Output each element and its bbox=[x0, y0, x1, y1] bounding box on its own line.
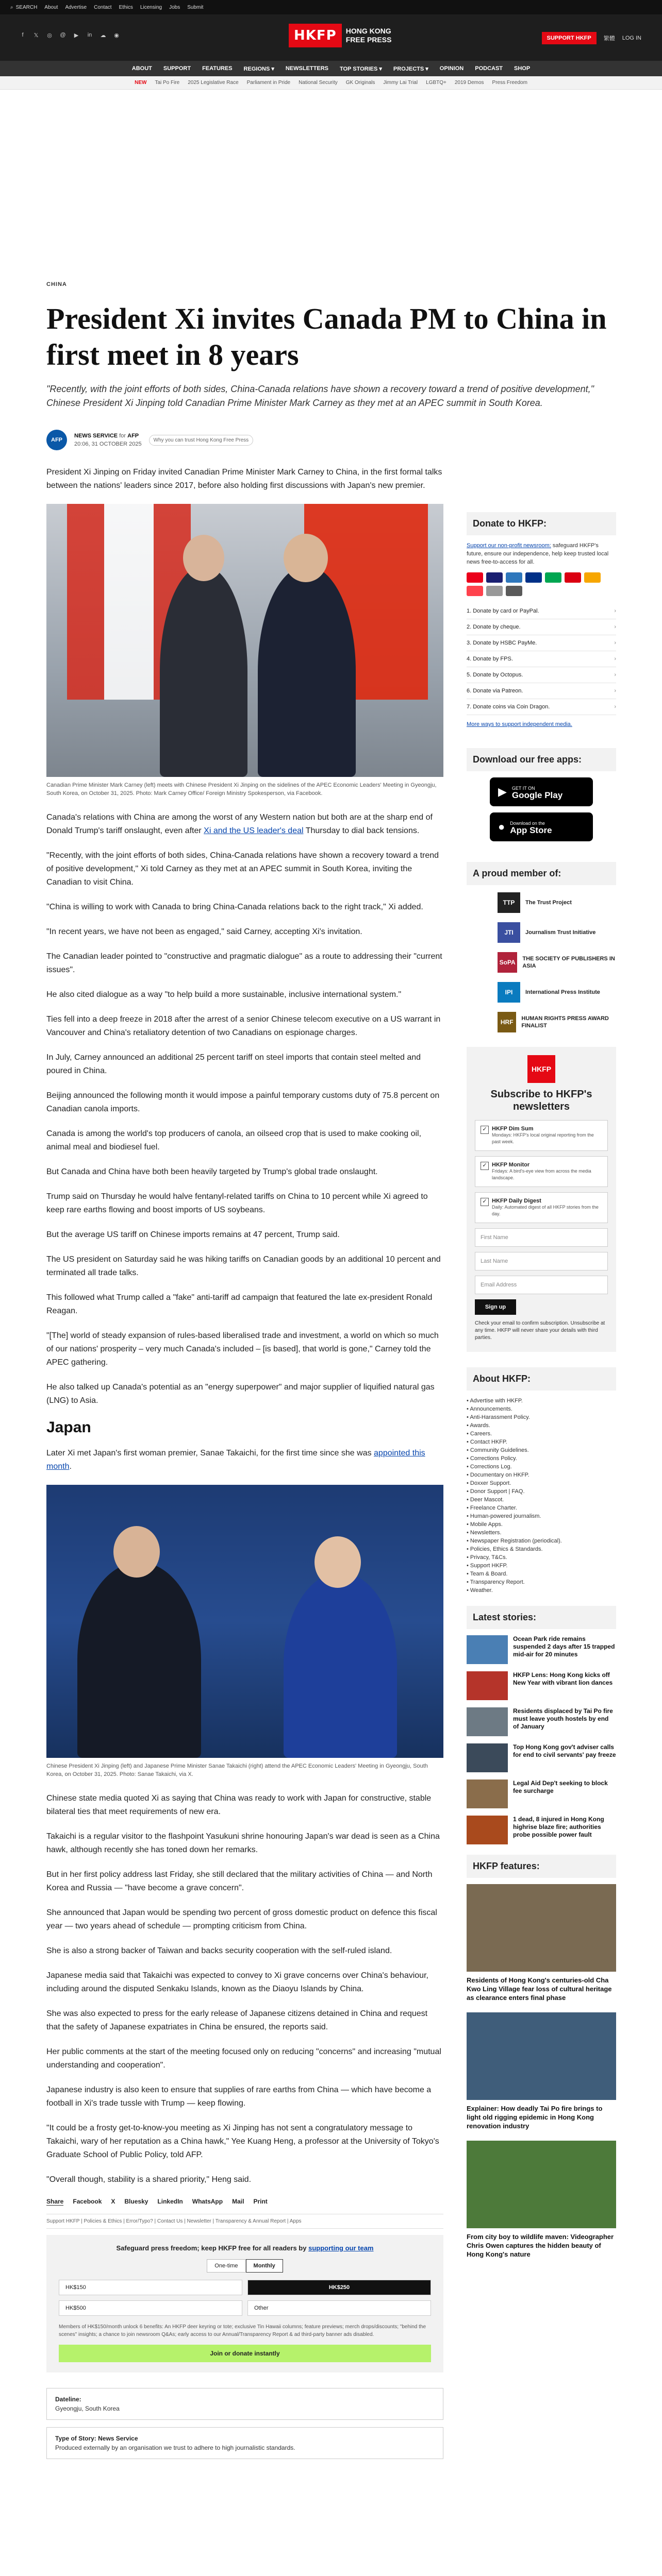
threads-icon[interactable]: @ bbox=[60, 32, 66, 38]
story-title: 1 dead, 8 injured in Hong Kong highrise blaze fire; authorities probe possible power fault bbox=[513, 1816, 604, 1838]
carney-head bbox=[183, 535, 224, 581]
join-donate-button[interactable]: Join or donate instantly bbox=[59, 2345, 431, 2362]
topic-link[interactable]: Jimmy Lai Trial bbox=[383, 80, 418, 86]
chevron-right-icon: › bbox=[614, 656, 616, 662]
topic-link[interactable]: Parliament in Pride bbox=[246, 80, 291, 86]
xi-head bbox=[113, 1526, 160, 1578]
more-ways-link[interactable]: More ways to support independent media. bbox=[467, 721, 572, 727]
nav-features[interactable]: FEATURES bbox=[202, 65, 233, 72]
donate-option[interactable]: 3. Donate by HSBC PayMe. › bbox=[467, 635, 616, 651]
about-link[interactable]: • Policies, Ethics & Standards. bbox=[467, 1545, 616, 1553]
paragraph: But the average US tariff on Chinese imports remains at 47 percent, Trump said. bbox=[46, 1230, 340, 1239]
language-switch[interactable]: 繁體 bbox=[603, 36, 615, 42]
chevron-right-icon: › bbox=[614, 704, 616, 710]
patreon-icon bbox=[467, 586, 483, 596]
sidebar-donate-text: Support our non-profit newsroom: safeguard HKFP's future, ensure our independence, help keep trusted local news free-to-access for all. bbox=[467, 543, 609, 565]
takaichi-figure bbox=[284, 1572, 397, 1758]
topic-link[interactable]: 2025 Legislative Race bbox=[188, 80, 239, 86]
donate-option[interactable]: 5. Donate by Octopus. › bbox=[467, 667, 616, 683]
story-thumbnail bbox=[467, 1635, 508, 1664]
x-icon[interactable]: 𝕏 bbox=[34, 32, 39, 39]
paragraph: Her public comments at the start of the meeting focused only on reducing "concerns" and increasing "mutual understanding and cooperation". bbox=[46, 2047, 441, 2070]
paragraph: The Canadian leader pointed to "constructive and pragmatic dialogue" as a route to addressing their "current issues". bbox=[46, 952, 442, 974]
feature-story[interactable] bbox=[467, 2012, 616, 2130]
photo-xi-takaichi bbox=[46, 1485, 443, 1758]
article-category[interactable]: CHINA bbox=[46, 281, 67, 287]
about-link[interactable]: • Awards. bbox=[467, 1421, 616, 1430]
sign-up-button[interactable]: Sign up bbox=[475, 1299, 516, 1315]
latest-story[interactable] bbox=[467, 1707, 616, 1736]
about-link[interactable]: • Privacy, T&Cs. bbox=[467, 1553, 616, 1562]
about-link[interactable]: • Mobile Apps. bbox=[467, 1520, 616, 1529]
donate-option[interactable]: 1. Donate by card or PayPal. › bbox=[467, 603, 616, 619]
latest-story[interactable] bbox=[467, 1816, 616, 1844]
utility-bar bbox=[0, 0, 662, 14]
paragraph: Beijing announced the following month it would impose a painful temporary customs duty of 75.8 percent on Canadian canola imports. bbox=[46, 1091, 440, 1113]
mastercard-icon bbox=[467, 572, 483, 583]
paragraph: She announced that Japan would be spending two percent of gross domestic product on defence this fiscal year — two years ahead of schedule — prompting criticism from China. bbox=[46, 1908, 437, 1930]
author-avatar: AFP bbox=[46, 430, 67, 450]
byline-meta: NEWS SERVICE for AFP 20:06, 31 OCTOBER 2025 bbox=[74, 433, 142, 447]
about-link[interactable]: • Newspaper Registration (periodical). bbox=[467, 1537, 616, 1545]
share-x[interactable]: X bbox=[111, 2198, 115, 2205]
newsletter-title: Subscribe to HKFP's newsletters bbox=[490, 1089, 592, 1112]
about-link[interactable]: • Anti-Harassment Policy. bbox=[467, 1413, 616, 1421]
section-heading: Japan bbox=[46, 1419, 91, 1436]
bluesky-icon[interactable]: ☁ bbox=[100, 32, 106, 39]
story-type-box: Type of Story: News Service Produced externally by an organisation we trust to adhere to high journalistic standards. bbox=[46, 2427, 443, 2459]
inline-link-appointed[interactable]: appointed this month bbox=[46, 1449, 425, 1471]
story-thumbnail bbox=[467, 1743, 508, 1772]
member-mark: IPI bbox=[498, 982, 520, 1003]
byline bbox=[46, 430, 253, 450]
agency-name: AFP bbox=[127, 433, 139, 439]
xi-head bbox=[284, 534, 328, 582]
first-name-field[interactable]: First Name bbox=[475, 1228, 608, 1247]
dateline-box: Dateline: Gyeongju, South Korea bbox=[46, 2388, 443, 2420]
google-play-icon: ▶ bbox=[498, 785, 507, 798]
about-link[interactable]: • Support HKFP. bbox=[467, 1562, 616, 1570]
about-link[interactable]: • Community Guidelines. bbox=[467, 1446, 616, 1454]
latest-heading: Latest stories: bbox=[467, 1606, 616, 1629]
tab-monthly[interactable]: Monthly bbox=[246, 2259, 283, 2273]
apple-icon: ● bbox=[498, 820, 505, 833]
about-link[interactable]: • Newsletters. bbox=[467, 1529, 616, 1537]
story-thumbnail bbox=[467, 1816, 508, 1844]
carney-figure bbox=[160, 566, 247, 777]
topic-link[interactable]: Press Freedom bbox=[492, 80, 527, 86]
utility-link-jobs[interactable]: Jobs bbox=[169, 4, 180, 10]
latest-story[interactable] bbox=[467, 1635, 616, 1664]
utility-link-ethics[interactable]: Ethics bbox=[119, 4, 133, 10]
paragraph: Canada is among the world's top producers of canola, an oilseed crop that is used to make cooking oil, animal meal and biodiesel fuel. bbox=[46, 1129, 422, 1151]
newsletter-fineprint: Check your email to confirm subscription. Unsubscribe at any time. HKFP will never share your details with third parties. bbox=[475, 1320, 605, 1341]
photo-caption: Canadian Prime Minister Mark Carney (left) meets with Chinese President Xi Jinping on the sidelines of the APEC Economic Leaders' Meeting in Gyeongju, South Korea, on October 31, 2025. Photo: Mark Carney Office/ Foreign Ministry Spokesperson, via Facebook. bbox=[46, 782, 437, 796]
member-logo[interactable] bbox=[498, 891, 616, 914]
feature-title: From city boy to wildlife maven: Videographer Chris Owen captures the hidden beauty of Hong Kong's nature bbox=[467, 2233, 614, 2258]
feature-thumbnail bbox=[467, 2012, 616, 2100]
about-link[interactable]: • Documentary on HKFP. bbox=[467, 1471, 616, 1479]
paragraph: "Overall though, stability is a shared priority," Heng said. bbox=[46, 2175, 252, 2184]
donate-amounts bbox=[59, 2280, 431, 2316]
octopus-icon bbox=[584, 572, 601, 583]
social-links bbox=[19, 31, 121, 39]
logo-mark: HKFP bbox=[289, 24, 342, 47]
about-link[interactable]: • Corrections Policy. bbox=[467, 1454, 616, 1463]
story-title: Residents displaced by Tai Po fire must leave youth hostels by end of January bbox=[513, 1707, 613, 1730]
utility-links bbox=[44, 5, 203, 10]
feature-thumbnail bbox=[467, 2141, 616, 2228]
topic-link[interactable]: National Security bbox=[299, 80, 338, 86]
paragraph: Trump said on Thursday he would halve fentanyl-related tariffs on China to 10 percent while Xi agreed to keep rare earths flowing and boost imports of US soybeans. bbox=[46, 1192, 428, 1214]
feature-title: Residents of Hong Kong's centuries-old Cha Kwo Ling Village fear loss of cultural heritage as clearance enters final phase bbox=[467, 1976, 612, 2002]
tab-one-time[interactable]: One-time bbox=[207, 2259, 245, 2273]
site-header bbox=[0, 14, 662, 61]
sidebar bbox=[467, 512, 616, 2269]
share-label: Share bbox=[46, 2198, 64, 2205]
member-logo[interactable] bbox=[498, 951, 616, 974]
topic-link[interactable]: LGBTQ+ bbox=[426, 80, 446, 86]
search-icon: ⌕ bbox=[10, 4, 13, 10]
inline-link-xi-us-deal[interactable]: Xi and the US leader's deal bbox=[204, 826, 304, 835]
payme-icon bbox=[545, 572, 561, 583]
paragraph: "China is willing to work with Canada to bring China-Canada relations back to the right track," Xi added. bbox=[46, 903, 423, 911]
app-store-badge[interactable]: ● Download on the App Store bbox=[490, 812, 593, 841]
about-link[interactable]: • Advertise with HKFP. bbox=[467, 1397, 616, 1405]
amount-option-selected[interactable]: HK$250 bbox=[247, 2280, 431, 2295]
apps-heading: Download our free apps: bbox=[467, 748, 616, 771]
paragraph: President Xi Jinping on Friday invited Canadian Prime Minister Mark Carney to China, in the first formal talks between the nations' leaders since 2017, before also holding first discussions with Japan's new premier. bbox=[46, 468, 442, 490]
latest-story[interactable] bbox=[467, 1743, 616, 1772]
main-nav bbox=[0, 61, 662, 76]
paragraph: In July, Carney announced an additional 25 percent tariff on steel imports that contain steel melted and poured in China. bbox=[46, 1053, 421, 1075]
photo-carney-xi bbox=[46, 504, 443, 777]
share-bluesky[interactable]: Bluesky bbox=[124, 2198, 148, 2205]
member-name: Journalism Trust Initiative bbox=[525, 929, 596, 936]
nav-regions[interactable]: REGIONS ▾ bbox=[243, 65, 274, 72]
member-logos bbox=[467, 891, 616, 1033]
share-facebook[interactable]: Facebook bbox=[73, 2198, 102, 2205]
paragraph: Later Xi met Japan's first woman premier, Sanae Takaichi, for the first time since she was appointed this month. bbox=[46, 1449, 425, 1471]
nav-newsletters[interactable]: NEWSLETTERS bbox=[285, 65, 328, 72]
member-mark: TTP bbox=[498, 892, 520, 913]
topic-link[interactable]: Tai Po Fire bbox=[155, 80, 180, 86]
article-body bbox=[46, 466, 443, 2466]
logo-wordmark: HONG KONG FREE PRESS bbox=[345, 27, 392, 44]
login-link[interactable]: LOG IN bbox=[622, 35, 641, 41]
cheque-icon bbox=[506, 586, 522, 596]
utility-link-contact[interactable]: Contact bbox=[94, 4, 112, 10]
story-title: Ocean Park ride remains suspended 2 days after 15 trapped mid-air for 20 minutes bbox=[513, 1635, 615, 1658]
nav-shop[interactable]: SHOP bbox=[514, 65, 531, 72]
member-name: The Trust Project bbox=[525, 900, 572, 906]
donate-option[interactable]: 2. Donate by cheque. › bbox=[467, 619, 616, 635]
newsletter-option-dim-sum[interactable]: ✓ HKFP Dim Sum Mondays: HKFP's local original reporting from the past week. bbox=[475, 1120, 608, 1151]
nav-podcast[interactable]: PODCAST bbox=[475, 65, 503, 72]
paragraph: He also cited dialogue as a way "to help build a more sustainable, inclusive international system." bbox=[46, 990, 402, 999]
fps-icon bbox=[486, 586, 503, 596]
donate-widget bbox=[46, 2235, 443, 2372]
footer-links[interactable]: Support HKFP | Policies & Ethics | Error/Typo? | Contact Us | Newsletter | Transparency & Annual Report | Apps bbox=[46, 2214, 443, 2229]
donate-option[interactable]: 6. Donate via Patreon. › bbox=[467, 683, 616, 699]
feature-thumbnail bbox=[467, 1884, 616, 1972]
google-play-badge[interactable]: ▶ GET IT ON Google Play bbox=[490, 777, 593, 806]
email-field[interactable]: Email Address bbox=[475, 1276, 608, 1294]
paragraph: She is also a strong backer of Taiwan and backs security cooperation with the self-ruled island. bbox=[46, 1946, 392, 1955]
paragraph: Takaichi is a regular visitor to the flashpoint Yasukuni shrine honouring Japan's war dead is seen as a China hawk, although recently she has toned down her remarks. bbox=[46, 1832, 440, 1854]
nav-support[interactable]: SUPPORT bbox=[163, 65, 191, 72]
about-link[interactable]: • Doxxer Support. bbox=[467, 1479, 616, 1487]
story-title: Legal Aid Dep't seeking to block fee surcharge bbox=[513, 1780, 608, 1794]
author-name[interactable]: NEWS SERVICE bbox=[74, 433, 118, 439]
paragraph: "It could be a frosty get-to-know-you meeting as Xi Jinping has not sent a congratulatory message to Takaichi, wary of her reputation as a China hawk," Yee Kuang Heng, a professor at the University of Tokyo's Graduate School of Public Policy, told AFP. bbox=[46, 2124, 439, 2159]
about-link[interactable]: • Transparency Report. bbox=[467, 1578, 616, 1586]
donate-benefits-note: Members of HK$150/month unlock 6 benefits: An HKFP deer keyring or tote; exclusive Tin Hawaii columns; feature previews; merch drops/discounts; "behind the scenes" insights; a chance to join newsroom Q&As; early access to our Annual/Transparency Report & ad third-party banner ads disabled. bbox=[59, 2324, 426, 2337]
about-link[interactable]: • Contact HKFP. bbox=[467, 1438, 616, 1446]
paragraph: Japanese media said that Takaichi was expected to convey to Xi grave concerns over China's behaviour, including around the disputed Senkaku Islands, known as the Diaoyu Islands by China. bbox=[46, 1971, 428, 1993]
nav-opinion[interactable]: OPINION bbox=[439, 65, 464, 72]
feature-stories bbox=[467, 1884, 616, 2259]
newsletter-option-daily-digest[interactable]: ✓ HKFP Daily Digest Daily: Automated digest of all HKFP stories from the day. bbox=[475, 1192, 608, 1223]
about-link[interactable]: • Deer Mascot. bbox=[467, 1496, 616, 1504]
donate-title-link[interactable]: supporting our team bbox=[308, 2244, 374, 2252]
donate-option[interactable]: 4. Donate by FPS. › bbox=[467, 651, 616, 667]
member-mark: SoPA bbox=[498, 952, 517, 973]
share-whatsapp[interactable]: WhatsApp bbox=[192, 2198, 223, 2205]
paragraph: Canada's relations with China are among the worst of any Western nation but both are at the sharp end of Donald Trump's tariff onslaught, even after Xi and the US leader's deal Thursday to dial back tensions. bbox=[46, 813, 433, 835]
sidebar-donate-heading: Donate to HKFP: bbox=[467, 512, 616, 535]
xi-figure bbox=[258, 566, 356, 777]
story-title: HKFP Lens: Hong Kong kicks off New Year with vibrant lion dances bbox=[513, 1671, 613, 1686]
site-logo[interactable] bbox=[289, 24, 391, 47]
about-heading: About HKFP: bbox=[467, 1367, 616, 1391]
member-logo[interactable] bbox=[498, 1011, 616, 1033]
visa-icon bbox=[486, 572, 503, 583]
topic-link[interactable]: GK Originals bbox=[345, 80, 375, 86]
instagram-icon[interactable]: ◎ bbox=[47, 32, 52, 39]
paragraph: "[The] world of steady expansion of rules-based liberalised trade and investment, a world on which so much of our nations' prosperity – very much Canada's included – [is based], that world is gone," Carney told the APEC gathering. bbox=[46, 1331, 439, 1367]
newsletter-signup bbox=[467, 1047, 616, 1352]
linkedin-icon[interactable]: in bbox=[87, 32, 92, 38]
paragraph: This followed what Trump called a "fake" anti-tariff ad campaign that featured the late ex-president Ronald Reagan. bbox=[46, 1293, 433, 1315]
latest-story[interactable] bbox=[467, 1671, 616, 1700]
utility-link-submit[interactable]: Submit bbox=[187, 4, 204, 10]
about-links bbox=[467, 1397, 616, 1595]
paypal-icon bbox=[525, 572, 542, 583]
paragraph: The US president on Saturday said he was hiking tariffs on Canadian goods by an additional 10 percent and terminated all trade talks. bbox=[46, 1255, 441, 1277]
feature-story[interactable] bbox=[467, 2141, 616, 2259]
paragraph: Ties fell into a deep freeze in 2018 after the arrest of a senior Chinese telecom executive on a US warrant in Vancouver and China's retaliatory detention of two Canadians on espionage charges. bbox=[46, 1015, 441, 1037]
publish-date: 20:06, 31 OCTOBER 2025 bbox=[74, 441, 142, 447]
paragraph: "Recently, with the joint efforts of both sides, China-Canada relations have shown a recovery toward a trend of positive development," Xi told Carney as they met at an APEC summit in South Korea, inviting the Canadian to visit China. bbox=[46, 851, 439, 887]
article-standfirst: "Recently, with the joint efforts of both sides, China-Canada relations have shown a recovery toward a trend of positive development," Chinese President Xi Jinping told Canadian Prime Minister Mark Carney as they met at an APEC summit in South Korea. bbox=[46, 384, 594, 408]
hsbc-icon bbox=[565, 572, 581, 583]
feature-title: Explainer: How deadly Tai Po fire brings to light old rigging epidemic in Hong Kong renovation industry bbox=[467, 2105, 603, 2130]
paragraph: But in her first policy address last Friday, she still declared that the military activities of China — and North Korea and Russia — "have become a grave concern". bbox=[46, 1870, 433, 1892]
paragraph: "In recent years, we have not been as engaged," said Carney, accepting Xi's invitation. bbox=[46, 927, 362, 936]
latest-story[interactable] bbox=[467, 1780, 616, 1808]
newsletter-logo: HKFP bbox=[527, 1055, 555, 1083]
share-print[interactable]: Print bbox=[253, 2198, 268, 2205]
paragraph: Japanese industry is also keen to ensure that supplies of rare earths from China — which have become a football in Xi's trade tussle with Trump — keep flowing. bbox=[46, 2086, 432, 2108]
xi-figure bbox=[77, 1562, 201, 1758]
features-heading: HKFP features: bbox=[467, 1855, 616, 1878]
about-link[interactable]: • Weather. bbox=[467, 1586, 616, 1595]
support-newsroom-link[interactable]: Support our non-profit newsroom: bbox=[467, 543, 551, 549]
search-toggle[interactable]: ⌕ SEARCH bbox=[10, 4, 38, 10]
paragraph: She was also expected to press for the early release of Japanese citizens detained in China and request that the safety of Japanese expatriates in China be ensured, the reports said. bbox=[46, 2009, 428, 2031]
chevron-right-icon: › bbox=[614, 640, 616, 646]
story-title: Top Hong Kong gov't adviser calls for end to civil servants' pay freeze bbox=[513, 1743, 616, 1758]
latest-stories bbox=[467, 1635, 616, 1844]
share-linkedin[interactable]: LinkedIn bbox=[157, 2198, 183, 2205]
header-actions bbox=[542, 32, 641, 44]
youtube-icon[interactable]: ▶ bbox=[74, 32, 79, 39]
story-thumbnail bbox=[467, 1707, 508, 1736]
paragraph: He also talked up Canada's potential as an "energy superpower" and major supplier of liquified natural gas (LNG) to Asia. bbox=[46, 1383, 435, 1405]
member-mark: JTI bbox=[498, 922, 520, 943]
member-name: THE SOCIETY OF PUBLISHERS IN ASIA bbox=[522, 956, 615, 969]
chevron-right-icon: › bbox=[614, 624, 616, 630]
paragraph: But Canada and China have both been heavily targeted by Trump's global trade onslaught. bbox=[46, 1167, 378, 1176]
newsletter-option-monitor[interactable]: ✓ HKFP Monitor Fridays: A bird's-eye view from across the media landscape. bbox=[475, 1156, 608, 1187]
chevron-right-icon: › bbox=[614, 672, 616, 678]
story-thumbnail bbox=[467, 1671, 508, 1700]
member-logo[interactable] bbox=[498, 981, 616, 1004]
about-link[interactable]: • Donor Support | FAQ. bbox=[467, 1487, 616, 1496]
utility-link-about[interactable]: About bbox=[44, 4, 58, 10]
article-headline: President Xi invites Canada PM to China in first meet in 8 years bbox=[46, 302, 607, 371]
utility-link-licensing[interactable]: Licensing bbox=[140, 4, 162, 10]
amount-option[interactable]: HK$500 bbox=[59, 2300, 242, 2316]
photo-caption: Chinese President Xi Jinping (left) and Japanese Prime Minister Sanae Takaichi (right) attend the APEC Economic Leaders' Meeting in Gyeongju, South Korea, on October 31, 2025. Photo: Sanae Takaichi, via X. bbox=[46, 1763, 428, 1777]
amex-icon bbox=[506, 572, 522, 583]
amount-option-other[interactable]: Other bbox=[247, 2300, 431, 2316]
membership-heading: A proud member of: bbox=[467, 862, 616, 885]
member-logo[interactable] bbox=[498, 921, 616, 944]
trust-link[interactable]: Why you can trust Hong Kong Free Press bbox=[149, 435, 254, 446]
about-link[interactable]: • Team & Board. bbox=[467, 1570, 616, 1578]
member-name: HUMAN RIGHTS PRESS AWARD FINALIST bbox=[521, 1015, 609, 1029]
payment-methods bbox=[467, 572, 616, 596]
amount-option[interactable]: HK$150 bbox=[59, 2280, 242, 2295]
figure-carney-xi bbox=[46, 504, 443, 798]
figure-xi-takaichi bbox=[46, 1485, 443, 1778]
utility-link-advertise[interactable]: Advertise bbox=[65, 4, 87, 10]
nav-projects[interactable]: PROJECTS ▾ bbox=[393, 65, 428, 72]
support-hkfp-button[interactable]: SUPPORT HKFP bbox=[542, 32, 597, 44]
member-name: International Press Institute bbox=[525, 989, 600, 995]
about-link[interactable]: • Freelance Charter. bbox=[467, 1504, 616, 1512]
feature-story[interactable] bbox=[467, 1884, 616, 2002]
about-link[interactable]: • Announcements. bbox=[467, 1405, 616, 1413]
about-link[interactable]: • Careers. bbox=[467, 1430, 616, 1438]
chevron-right-icon: › bbox=[614, 608, 616, 614]
story-thumbnail bbox=[467, 1780, 508, 1808]
share-mail[interactable]: Mail bbox=[232, 2198, 244, 2205]
donate-frequency-toggle bbox=[59, 2259, 431, 2273]
donate-option[interactable]: 7. Donate coins via Coin Dragon. › bbox=[467, 699, 616, 715]
takaichi-head bbox=[315, 1536, 361, 1588]
about-link[interactable]: • Corrections Log. bbox=[467, 1463, 616, 1471]
paragraph: Chinese state media quoted Xi as saying that China was ready to work with Japan for constructive, stable bilateral ties that meet requirements of new era. bbox=[46, 1794, 432, 1816]
donate-title: Safeguard press freedom; keep HKFP free for all readers by supporting our team bbox=[116, 2244, 374, 2252]
topic-link[interactable]: 2019 Demos bbox=[454, 80, 484, 86]
about-link[interactable]: • Human-powered journalism. bbox=[467, 1512, 616, 1520]
topic-nav bbox=[0, 76, 662, 90]
new-badge: NEW bbox=[135, 80, 147, 86]
rss-icon[interactable]: ◉ bbox=[114, 32, 119, 39]
share-bar bbox=[46, 2198, 443, 2206]
facebook-icon[interactable]: f bbox=[22, 32, 24, 38]
donate-options bbox=[467, 603, 616, 715]
nav-about[interactable]: ABOUT bbox=[131, 65, 152, 72]
last-name-field[interactable]: Last Name bbox=[475, 1252, 608, 1270]
chevron-right-icon: › bbox=[614, 688, 616, 694]
member-mark: HRF bbox=[498, 1012, 516, 1032]
nav-top-stories[interactable]: TOP STORIES ▾ bbox=[339, 65, 382, 72]
